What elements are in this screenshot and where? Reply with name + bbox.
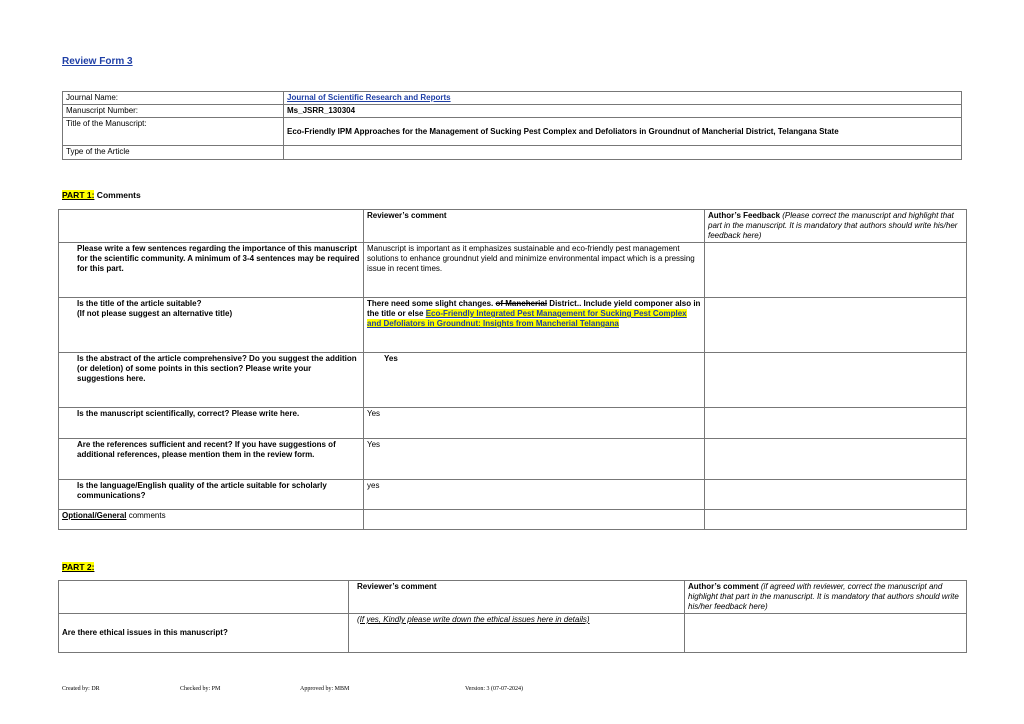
author-feedback-importance[interactable] <box>705 243 967 298</box>
journal-label: Journal Name: <box>63 92 284 105</box>
comment-references: Yes <box>364 439 705 480</box>
optional-label: Optional/General <box>62 511 127 520</box>
part1-tag: PART 1: <box>62 190 95 200</box>
question-language: Is the language/English quality of the article suitable for scholarly communications? <box>59 480 364 510</box>
part2-header-author <box>685 581 967 614</box>
question-importance: Please write a few sentences regarding the importance of this manuscript for the scientific community. A minimum of 3-4 sentences may be required for this part. <box>59 243 364 298</box>
part1-header-author-note: (Please correct the manuscript and highlight that part in the manuscript. It is mandatory that authors should write his/her feedback here) <box>708 211 958 240</box>
author-feedback-title[interactable] <box>705 298 967 353</box>
part2-heading <box>62 562 94 572</box>
journal-value <box>284 92 962 105</box>
question-ethics: Are there ethical issues in this manuscript? <box>59 614 349 653</box>
part1-header-reviewer: Reviewer’s comment <box>364 210 705 243</box>
article-type-value <box>284 146 962 160</box>
comment-language: yes <box>364 480 705 510</box>
manuscript-info-table <box>62 91 962 160</box>
article-type-label: Type of the Article <box>63 146 284 160</box>
part2-header-author-note: (if agreed with reviewer, correct the manuscript and highlight that part in the manuscript. It is mandatory that authors should write his/her feedback here) <box>688 582 959 611</box>
part1-comments-table <box>58 209 967 530</box>
comment-title <box>364 298 705 353</box>
comment-title-suggestion: Eco-Friendly Integrated Pest Management for Sucking Pest Complex and Defoliators in Groundnut: Insights from Mancherial Telangana <box>367 309 687 328</box>
part2-tag: PART 2: <box>62 562 95 572</box>
comment-title-part1: There need some slight changes. <box>367 299 496 308</box>
comment-scientific: Yes <box>364 408 705 439</box>
question-title-text: Is the title of the article suitable? (If not please suggest an alternative title) <box>77 299 233 318</box>
comment-abstract: Yes <box>364 353 705 408</box>
comment-ethics: (If yes, Kindly please write down the ethical issues here in details) <box>349 614 685 653</box>
part2-header-empty <box>59 581 349 614</box>
part1-heading <box>62 190 141 200</box>
manuscript-number-value: Ms_JSRR_130304 <box>284 105 962 118</box>
part2-header-author-label: Author’s comment <box>688 582 759 591</box>
part1-header-empty <box>59 210 364 243</box>
question-title <box>59 298 364 353</box>
optional-comments-author[interactable] <box>705 510 967 530</box>
footer-created: Created by: DR <box>62 686 100 692</box>
footer-approved: Approved by: MBM <box>300 686 350 692</box>
manuscript-title-label: Title of the Manuscript: <box>63 118 284 146</box>
part1-header-author <box>705 210 967 243</box>
part2-ethics-table <box>58 580 967 653</box>
manuscript-title-value: Eco-Friendly IPM Approaches for the Management of Sucking Pest Complex and Defoliators in Groundnut of Mancherial District, Telangana State <box>284 118 962 146</box>
form-title: Review Form 3 <box>62 56 133 67</box>
manuscript-number-label: Manuscript Number: <box>63 105 284 118</box>
part2-header-reviewer: Reviewer’s comment <box>349 581 685 614</box>
comment-title-strike: of Mancherial <box>495 299 548 308</box>
question-references: Are the references sufficient and recent? If you have suggestions of additional references, please mention them in the review form. <box>59 439 364 480</box>
footer-checked: Checked by: PM <box>180 686 221 692</box>
part1-header-author-label: Author’s Feedback <box>708 211 781 220</box>
author-feedback-abstract[interactable] <box>705 353 967 408</box>
question-scientific: Is the manuscript scientifically, correct? Please write here. <box>59 408 364 439</box>
optional-comments-reviewer[interactable] <box>364 510 705 530</box>
question-abstract: Is the abstract of the article comprehensive? Do you suggest the addition (or deletion) of some points in this section? Please write your suggestions here. <box>59 353 364 408</box>
optional-suffix: comments <box>126 511 166 520</box>
author-feedback-scientific[interactable] <box>705 408 967 439</box>
comment-importance: Manuscript is important as it emphasizes sustainable and eco-friendly pest management solutions to enhance groundnut yield and minimize environmental impact which is a pressing issue in recent times. <box>364 243 705 298</box>
author-comment-ethics[interactable] <box>685 614 967 653</box>
footer-version: Version: 3 (07-07-2024) <box>465 686 523 692</box>
author-feedback-language[interactable] <box>705 480 967 510</box>
comment-title-part2: District.. Include yield componer also in the title or else <box>367 299 701 318</box>
part1-label: Comments <box>94 190 141 200</box>
author-feedback-references[interactable] <box>705 439 967 480</box>
journal-link[interactable]: Journal of Scientific Research and Reports <box>287 93 451 102</box>
optional-comments-label <box>59 510 364 530</box>
